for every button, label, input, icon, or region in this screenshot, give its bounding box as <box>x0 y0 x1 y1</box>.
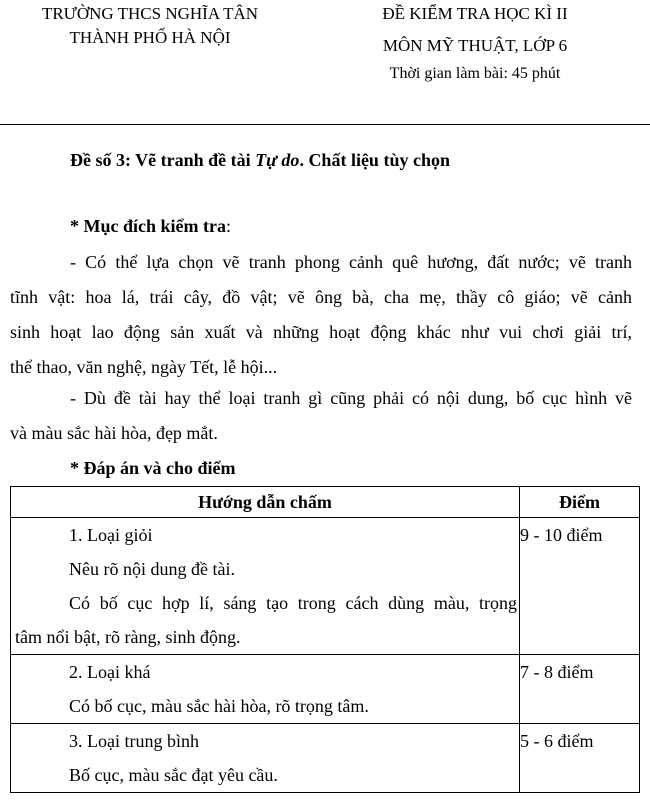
exam-question-title <box>70 146 450 174</box>
title-topic: Tự do <box>255 150 300 170</box>
grade-label: 3. Loại trung bình <box>69 731 199 751</box>
purpose-p1-line4: thể thao, văn nghệ, ngày Tết, lễ hội... <box>10 357 278 377</box>
table-row <box>11 655 640 724</box>
grade-label: 1. Loại giỏi <box>69 525 153 545</box>
grade-label: 2. Loại khá <box>69 662 151 682</box>
exam-duration: Thời gian làm bài: 45 phút <box>389 65 561 82</box>
grading-table <box>10 486 640 793</box>
answer-heading: * Đáp án và cho điểm <box>70 458 236 478</box>
purpose-p1-line1: - Có thể lựa chọn vẽ tranh phong cảnh quê hương, đất nước; vẽ tranh <box>70 252 632 272</box>
purpose-p1-line3: sinh hoạt lao động sản xuất và những hoạt động khác như vui chơi giải trí, <box>10 322 632 342</box>
purpose-p2-line2: và màu sắc hài hòa, đẹp mắt. <box>10 423 218 443</box>
school-city: THÀNH PHỐ HÀ NỘI <box>69 28 231 47</box>
guide-cell-good <box>11 655 520 724</box>
grade-criterion: Nêu rõ nội dung đề tài. <box>69 559 235 579</box>
title-prefix: Đề số 3: Vẽ tranh đề tài <box>70 150 256 170</box>
grade-criterion: Có bố cục hợp lí, sáng tạo trong cách dùng màu, trọng <box>69 593 517 613</box>
guide-cell-average <box>11 724 520 793</box>
grade-criterion: Bố cục, màu sắc đạt yêu cầu. <box>69 765 278 785</box>
header-guide: Hướng dẫn chấm <box>11 487 520 518</box>
score-cell: 5 - 6 điểm <box>520 724 640 793</box>
school-block <box>0 2 300 50</box>
guide-cell-excellent <box>11 518 520 655</box>
purpose-paragraph-2 <box>10 384 632 447</box>
title-suffix: . Chất liệu tùy chọn <box>299 150 450 170</box>
purpose-paragraph-1 <box>10 248 632 381</box>
score-cell: 9 - 10 điểm <box>520 518 640 655</box>
exam-title: ĐỀ KIỂM TRA HỌC KÌ II <box>382 4 568 23</box>
header-score: Điểm <box>520 487 640 518</box>
grade-criterion: Có bố cục, màu sắc hài hòa, rõ trọng tâm. <box>69 696 369 716</box>
header-divider <box>0 124 650 125</box>
purpose-heading-text: * Mục đích kiểm tra <box>70 216 226 236</box>
score-cell: 7 - 8 điểm <box>520 655 640 724</box>
grade-criterion-continued: tâm nổi bật, rõ ràng, sinh động. <box>15 627 241 647</box>
school-name: TRƯỜNG THCS NGHĨA TÂN <box>41 4 259 23</box>
purpose-heading <box>70 212 231 240</box>
exam-info-block <box>330 2 620 86</box>
purpose-p2-line1: - Dù đề tài hay thể loại tranh gì cũng phải có nội dung, bố cục hình vẽ <box>70 388 632 408</box>
purpose-heading-colon: : <box>225 216 231 236</box>
table-row <box>11 518 640 655</box>
purpose-p1-line2: tĩnh vật: hoa lá, trái cây, đồ vật; vẽ ông bà, cha mẹ, thầy cô giáo; vẽ cảnh <box>10 287 632 307</box>
table-row <box>11 724 640 793</box>
exam-subject: MÔN MỸ THUẬT, LỚP 6 <box>382 36 568 55</box>
table-header-row <box>11 487 640 518</box>
